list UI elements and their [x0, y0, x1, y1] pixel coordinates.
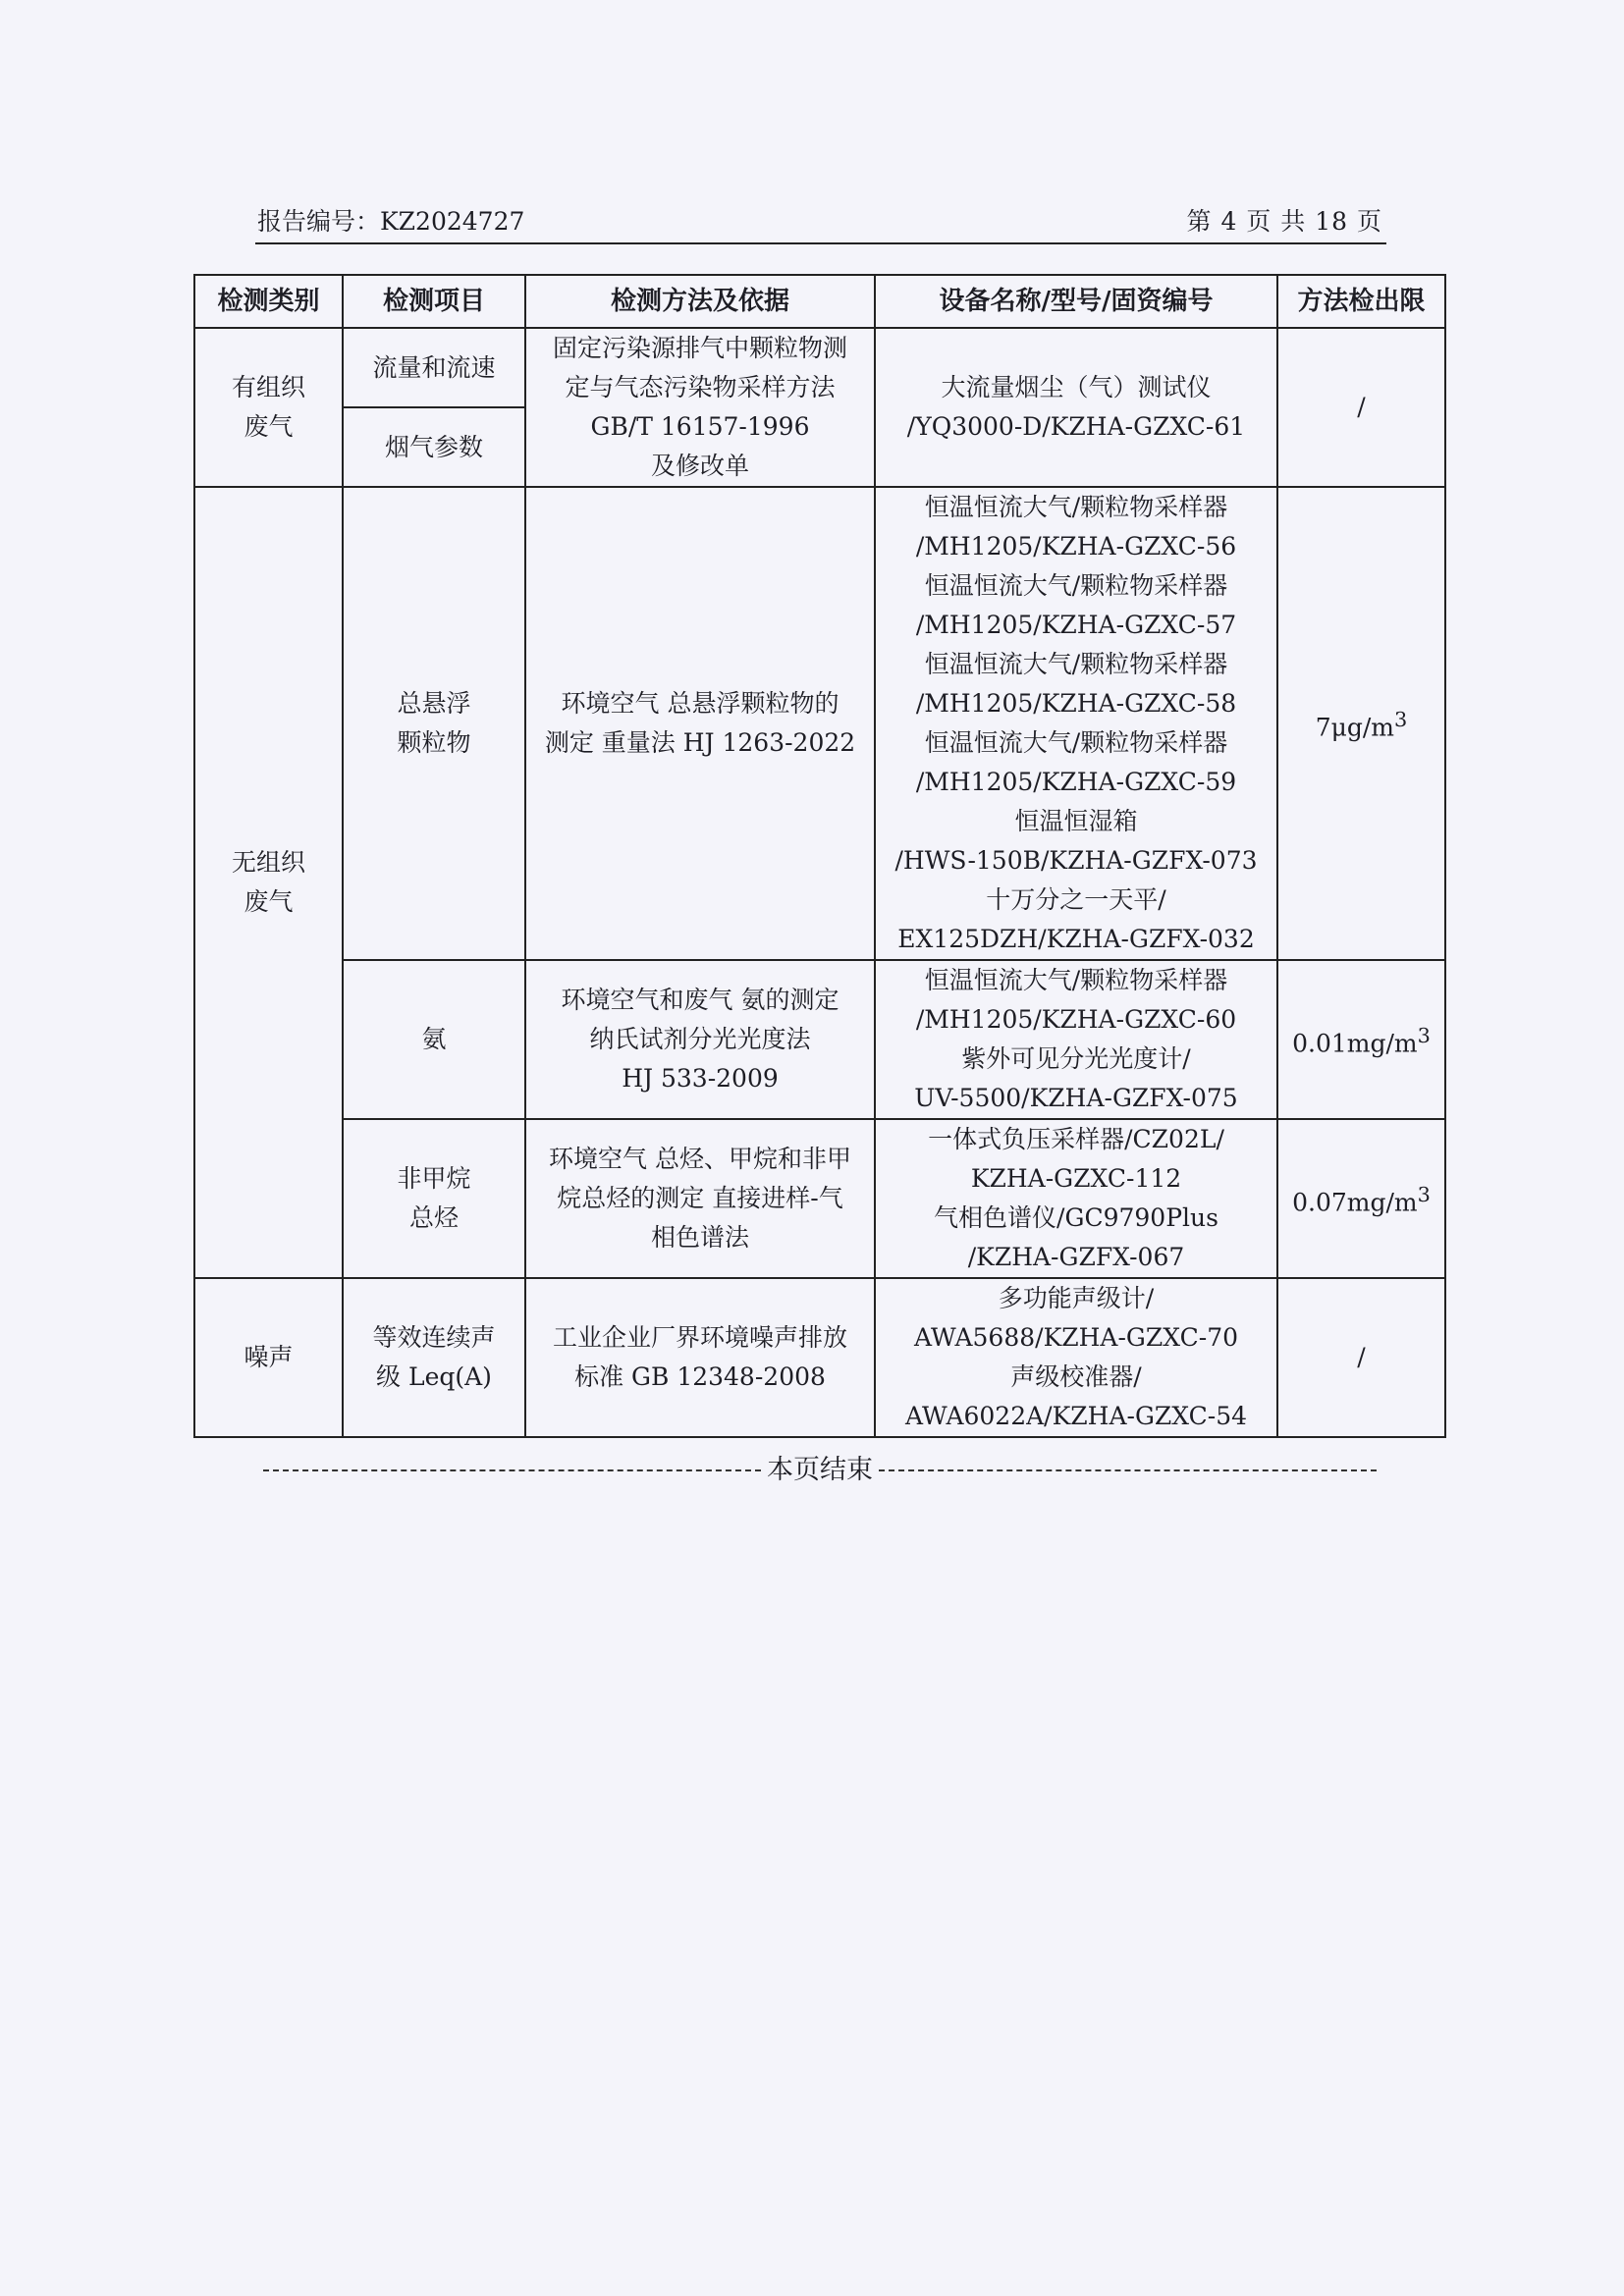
limit-tsp-exponent: 3: [1394, 707, 1408, 731]
page-header: [255, 201, 1386, 244]
end-dash-right: [879, 1469, 1377, 1471]
method-nmhc: 环境空气 总烃、甲烷和非甲 烷总烃的测定 直接进样-气 相色谱法: [525, 1119, 875, 1278]
equipment-tsp: 恒温恒流大气/颗粒物采样器 /MH1205/KZHA-GZXC-56 恒温恒流大气/颗粒物采样器 /MH1205/KZHA-GZXC-57 恒温恒流大气/颗粒物采样器 /MH1205/KZHA-GZXC-58 恒温恒流大气/颗粒物采样器 /MH1205/KZHA-GZXC-59 恒温恒湿箱 /HWS-150B/KZHA-GZFX-073 十万分之一天平/ EX125DZH/KZHA-GZFX-032: [875, 487, 1277, 960]
method-tsp: 环境空气 总悬浮颗粒物的 测定 重量法 HJ 1263-2022: [525, 487, 875, 960]
equipment-organized: 大流量烟尘（气）测试仪 /YQ3000-D/KZHA-GZXC-61: [875, 328, 1277, 487]
item-flue-params: 烟气参数: [343, 407, 525, 487]
item-ammonia: 氨: [343, 960, 525, 1119]
category-organized-gas: 有组织 废气: [194, 328, 343, 487]
limit-tsp-value: 7μg/m: [1315, 713, 1395, 742]
method-organized: 固定污染源排气中颗粒物测 定与气态污染物采样方法 GB/T 16157-1996 及修改单: [525, 328, 875, 487]
limit-noise: /: [1277, 1278, 1445, 1437]
end-dash-left: [263, 1469, 761, 1471]
col-header-category: 检测类别: [194, 275, 343, 328]
equipment-ammonia: 恒温恒流大气/颗粒物采样器 /MH1205/KZHA-GZXC-60 紫外可见分光光度计/ UV-5500/KZHA-GZFX-075: [875, 960, 1277, 1119]
table-row: [194, 1278, 1445, 1437]
report-number: 报告编号：KZ2024727: [257, 207, 525, 236]
category-noise: 噪声: [194, 1278, 343, 1437]
table-row: [194, 960, 1445, 1119]
method-noise: 工业企业厂界环境噪声排放 标准 GB 12348-2008: [525, 1278, 875, 1437]
limit-ammonia: [1277, 960, 1445, 1119]
page-indicator: 第 4 页 共 18 页: [1186, 207, 1382, 236]
limit-nmhc: [1277, 1119, 1445, 1278]
limit-tsp: [1277, 487, 1445, 960]
equipment-nmhc: 一体式负压采样器/CZ02L/ KZHA-GZXC-112 气相色谱仪/GC9790Plus /KZHA-GZFX-067: [875, 1119, 1277, 1278]
page-end-marker: [263, 1453, 1377, 1488]
table-row: [194, 328, 1445, 407]
limit-ammonia-value: 0.01mg/m: [1292, 1029, 1418, 1058]
table-header-row: [194, 275, 1445, 328]
detection-methods-table: [193, 274, 1446, 1438]
col-header-item: 检测项目: [343, 275, 525, 328]
limit-nmhc-exponent: 3: [1417, 1182, 1431, 1206]
limit-nmhc-value: 0.07mg/m: [1292, 1188, 1418, 1217]
equipment-noise: 多功能声级计/ AWA5688/KZHA-GZXC-70 声级校准器/ AWA6022A/KZHA-GZXC-54: [875, 1278, 1277, 1437]
item-nmhc: 非甲烷 总烃: [343, 1119, 525, 1278]
col-header-method: 检测方法及依据: [525, 275, 875, 328]
item-noise-leq: 等效连续声 级 Leq(A): [343, 1278, 525, 1437]
page-end-text: 本页结束: [767, 1455, 873, 1485]
category-unorganized-gas: 无组织 废气: [194, 487, 343, 1278]
method-ammonia: 环境空气和废气 氨的测定 纳氏试剂分光光度法 HJ 533-2009: [525, 960, 875, 1119]
limit-ammonia-exponent: 3: [1417, 1023, 1431, 1047]
col-header-limit: 方法检出限: [1277, 275, 1445, 328]
limit-organized: /: [1277, 328, 1445, 487]
item-tsp: 总悬浮 颗粒物: [343, 487, 525, 960]
item-flow-velocity: 流量和流速: [343, 328, 525, 407]
col-header-equipment: 设备名称/型号/固资编号: [875, 275, 1277, 328]
table-row: [194, 487, 1445, 960]
table-row: [194, 1119, 1445, 1278]
